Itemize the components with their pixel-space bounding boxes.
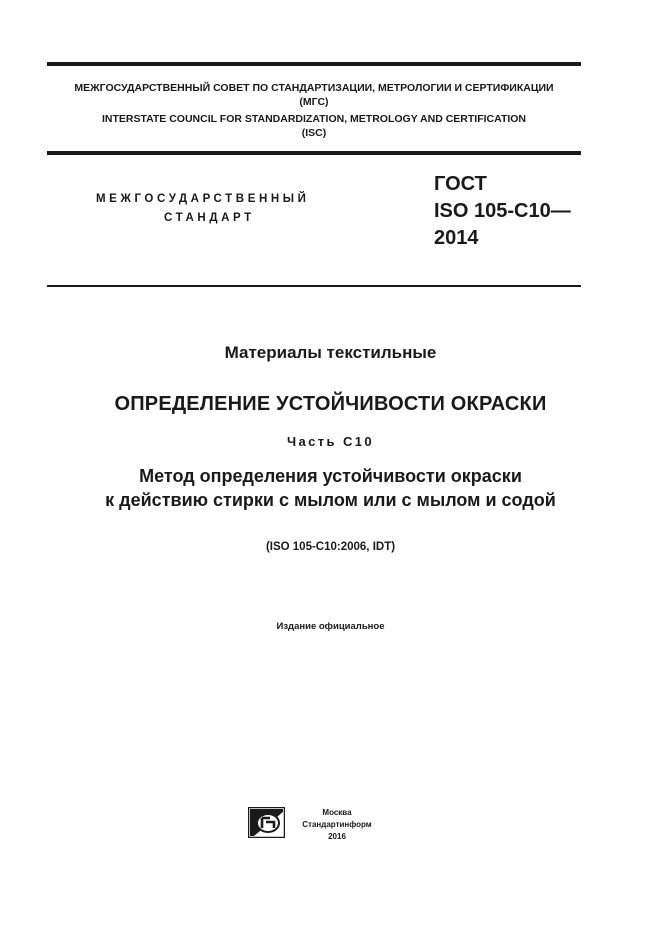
subject-title: Материалы текстильные bbox=[224, 343, 437, 362]
method-title-line1: Метод определения устойчивости окраски bbox=[139, 466, 522, 486]
publisher-year: 2016 bbox=[328, 832, 346, 841]
council-en-line1: INTERSTATE COUNCIL FOR STANDARDIZATION, METROLOGY AND CERTIFICATION bbox=[101, 113, 527, 125]
standartinform-logo bbox=[248, 807, 285, 838]
standard-type-line2: СТАНДАРТ bbox=[164, 212, 255, 224]
part-title: Часть С10 bbox=[286, 434, 374, 449]
publisher-info bbox=[292, 807, 382, 842]
gost-line1: ГОСТ bbox=[434, 173, 487, 195]
council-rule bbox=[47, 151, 581, 155]
council-en-line2: (ISC) bbox=[301, 127, 327, 139]
header-rule bbox=[47, 285, 581, 287]
standard-type-line1: МЕЖГОСУДАРСТВЕННЫЙ bbox=[96, 193, 310, 205]
gost-line3: 2014 bbox=[434, 227, 479, 249]
top-rule bbox=[47, 62, 581, 66]
iso-reference: (ISO 105-C10:2006, IDT) bbox=[265, 541, 396, 553]
method-title-line2: к действию стирки с мылом или с мылом и содой bbox=[105, 490, 556, 510]
council-ru-line2: (МГС) bbox=[299, 96, 329, 108]
publisher-city: Москва bbox=[322, 808, 352, 817]
gost-line2: ISO 105-C10— bbox=[434, 200, 571, 222]
council-ru-line1: МЕЖГОСУДАРСТВЕННЫЙ СОВЕТ ПО СТАНДАРТИЗАЦИИ, МЕТРОЛОГИИ И СЕРТИФИКАЦИИ bbox=[74, 82, 554, 94]
gost-designation bbox=[434, 171, 571, 252]
edition-label: Издание официальное bbox=[276, 621, 385, 632]
main-title: ОПРЕДЕЛЕНИЕ УСТОЙЧИВОСТИ ОКРАСКИ bbox=[114, 393, 547, 415]
publisher-name: Стандартинформ bbox=[302, 820, 372, 829]
